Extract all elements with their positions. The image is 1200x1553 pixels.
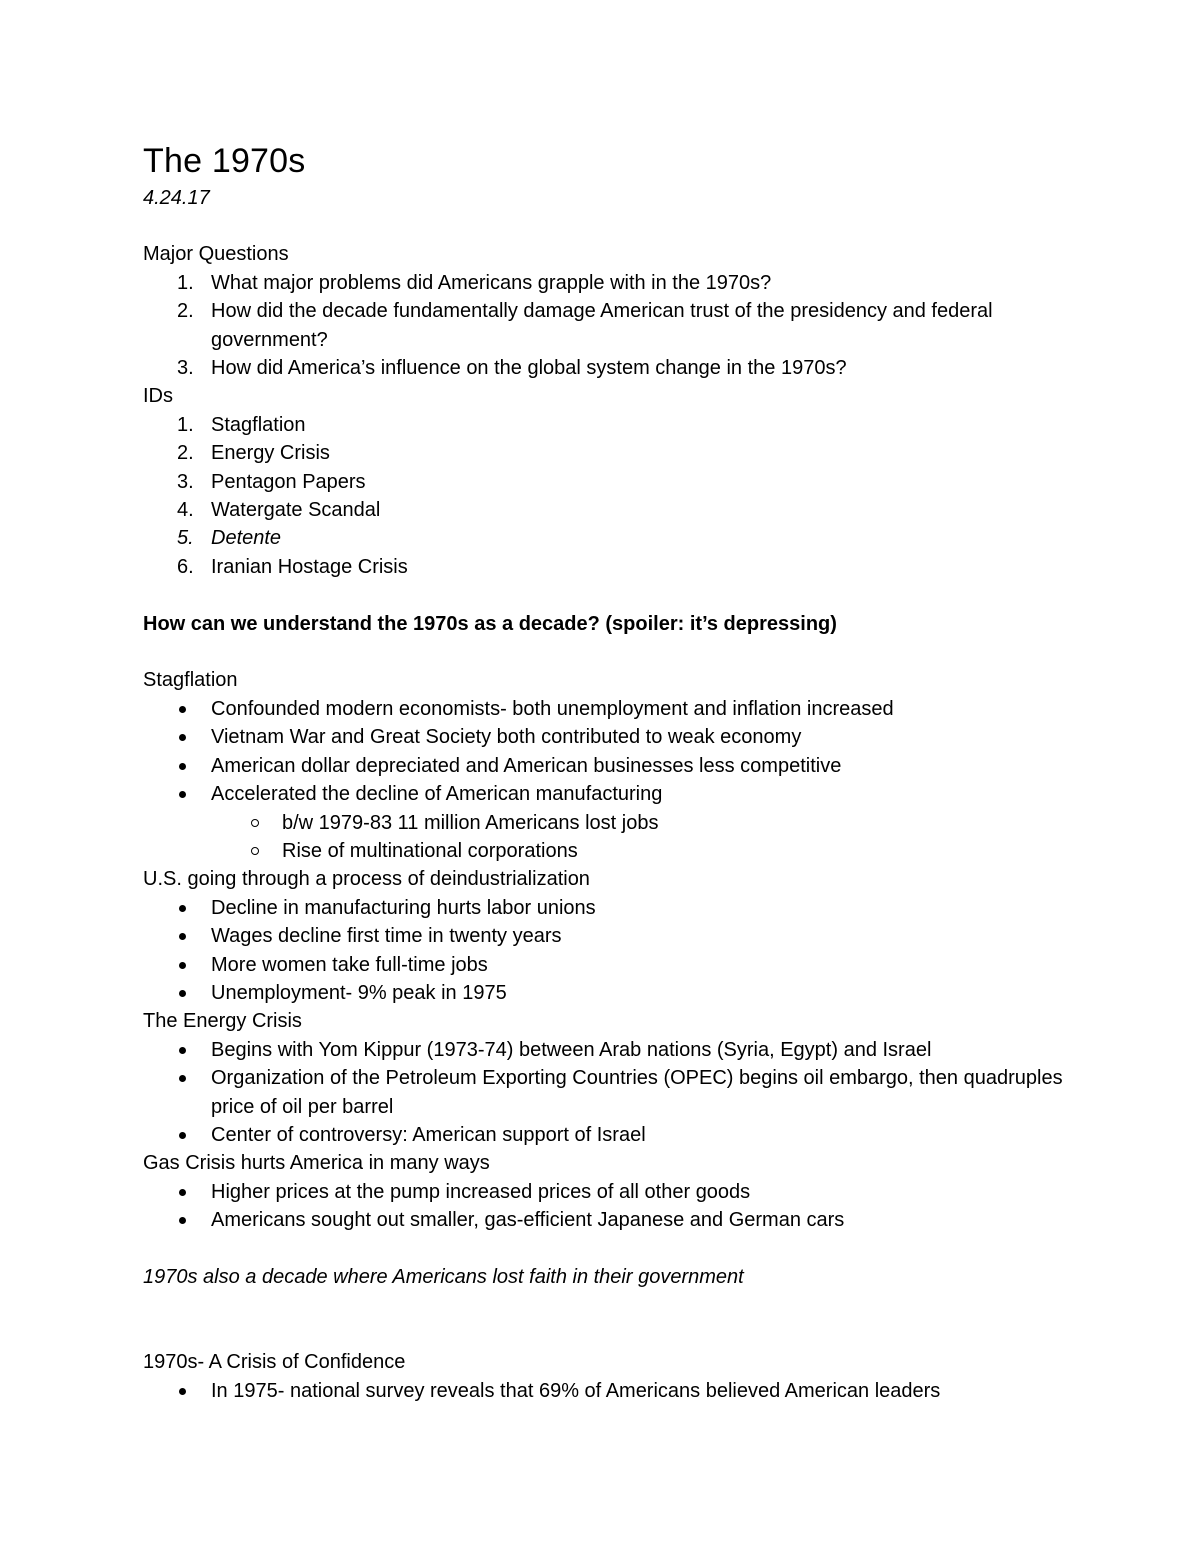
list-item: 1. Stagflation xyxy=(177,413,306,436)
bullet-icon xyxy=(179,791,186,798)
bullet-icon xyxy=(179,763,186,770)
list-subitem: b/w 1979-83 11 million Americans lost jobs xyxy=(143,809,1083,837)
list-item: Confounded modern economists- both unemployment and inflation increased xyxy=(143,695,1083,723)
list-subitem: Rise of multinational corporations xyxy=(143,837,1083,865)
list-item: 4. Watergate Scandal xyxy=(177,499,381,522)
major-questions-list xyxy=(143,269,1083,383)
list-item: American dollar depreciated and American businesses less competitive xyxy=(143,752,1083,780)
bullet-icon xyxy=(179,962,186,969)
list-item: 1. What major problems did Americans grapple with in the 1970s? xyxy=(177,271,772,294)
bullet-icon xyxy=(179,1217,186,1224)
bullet-icon xyxy=(179,1132,186,1139)
bullet-icon xyxy=(179,933,186,940)
energy-crisis-list xyxy=(143,1036,1083,1150)
hollow-bullet-icon xyxy=(251,819,259,827)
list-item: 3. How did America’s influence on the global system change in the 1970s? xyxy=(177,357,847,380)
stagflation-list xyxy=(143,695,1083,865)
document-date: 4.24.17 xyxy=(143,187,210,209)
deindustrialization-list xyxy=(143,894,1083,1008)
ids-heading: IDs xyxy=(143,385,173,408)
energy-crisis-heading: The Energy Crisis xyxy=(143,1010,302,1033)
list-item: 5. Detente xyxy=(177,527,282,550)
list-item: 2. How did the decade fundamentally damage American trust of the presidency and federal government? xyxy=(177,300,993,351)
list-item: Accelerated the decline of American manufacturing xyxy=(143,780,1083,808)
bullet-icon xyxy=(179,1189,186,1196)
gas-crisis-heading: Gas Crisis hurts America in many ways xyxy=(143,1152,490,1175)
list-item: Center of controversy: American support of Israel xyxy=(143,1121,1083,1149)
gas-crisis-list xyxy=(143,1178,1083,1235)
stagflation-heading: Stagflation xyxy=(143,669,238,692)
list-item: Higher prices at the pump increased prices of all other goods xyxy=(143,1178,1083,1206)
list-item: In 1975- national survey reveals that 69% of Americans believed American leaders xyxy=(143,1377,1083,1405)
faith-note: 1970s also a decade where Americans lost faith in their government xyxy=(143,1265,744,1288)
major-questions-heading: Major Questions xyxy=(143,243,289,266)
list-item: Americans sought out smaller, gas-efficient Japanese and German cars xyxy=(143,1206,1083,1234)
page-title: The 1970s xyxy=(143,142,306,180)
confidence-heading: 1970s- A Crisis of Confidence xyxy=(143,1351,406,1374)
document-page xyxy=(143,138,1083,1405)
list-item: Organization of the Petroleum Exporting Countries (OPEC) begins oil embargo, then quadruples price of oil per barrel xyxy=(143,1064,1083,1121)
bullet-icon xyxy=(179,990,186,997)
bullet-icon xyxy=(179,734,186,741)
list-item: Unemployment- 9% peak in 1975 xyxy=(143,979,1083,1007)
bullet-icon xyxy=(179,706,186,713)
list-item: Vietnam War and Great Society both contributed to weak economy xyxy=(143,723,1083,751)
list-item: 3. Pentagon Papers xyxy=(177,470,366,493)
deindustrialization-heading: U.S. going through a process of deindustrialization xyxy=(143,868,590,891)
confidence-list xyxy=(143,1377,1083,1405)
list-item: Wages decline first time in twenty years xyxy=(143,922,1083,950)
bullet-icon xyxy=(179,1047,186,1054)
list-item: Begins with Yom Kippur (1973-74) between Arab nations (Syria, Egypt) and Israel xyxy=(143,1036,1083,1064)
bullet-icon xyxy=(179,1388,186,1395)
bullet-icon xyxy=(179,905,186,912)
hollow-bullet-icon xyxy=(251,847,259,855)
list-item: More women take full-time jobs xyxy=(143,951,1083,979)
understand-heading: How can we understand the 1970s as a decade? (spoiler: it’s depressing) xyxy=(143,612,837,635)
list-item: Decline in manufacturing hurts labor unions xyxy=(143,894,1083,922)
bullet-icon xyxy=(179,1075,186,1082)
list-item: 2. Energy Crisis xyxy=(177,442,330,465)
ids-list xyxy=(143,411,1083,581)
list-item: 6. Iranian Hostage Crisis xyxy=(177,555,408,578)
